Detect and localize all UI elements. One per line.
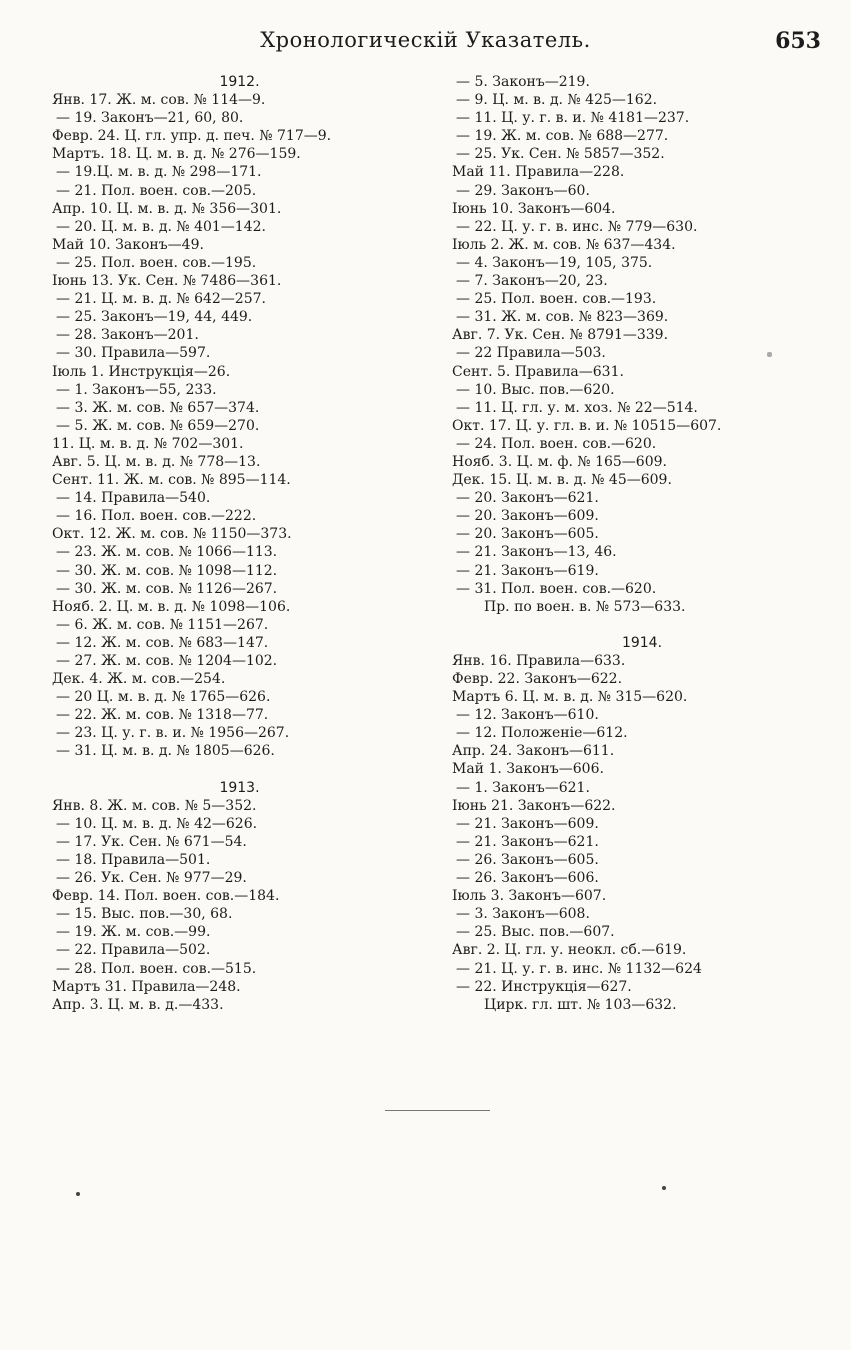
index-entry: Дек. 15. Ц. м. в. д. № 45—609. <box>452 472 672 489</box>
year-heading: 1914. <box>621 634 663 651</box>
index-entry: — 27. Ж. м. сов. № 1204—102. <box>56 653 278 669</box>
index-entry: — 7. Законъ—20, 23. <box>456 273 608 290</box>
index-entry: Іюнь 10. Законъ—604. <box>452 200 616 217</box>
index-entry: Іюль 1. Инструкція—26. <box>52 363 231 380</box>
index-entry: — 26. Ук. Сен. № 977—29. <box>56 870 247 887</box>
index-entry: — 29. Законъ—60. <box>456 182 590 199</box>
index-entry: — 28. Законъ—201. <box>56 327 199 344</box>
index-entry: Дек. 4. Ж. м. сов.—254. <box>52 671 226 688</box>
index-entry: Окт. 12. Ж. м. сов. № 1150—373. <box>52 526 292 543</box>
index-entry: — 12. Положеніе—612. <box>456 725 628 742</box>
end-rule <box>385 1110 490 1111</box>
ink-speck <box>76 1192 80 1196</box>
index-entry: — 12. Ж. м. сов. № 683—147. <box>56 634 269 651</box>
index-entry: — 9. Ц. м. в. д. № 425—162. <box>456 92 658 109</box>
index-entry: Цирк. гл. шт. № 103—632. <box>484 996 677 1013</box>
index-entry: — 23. Ц. у. г. в. и. № 1956—267. <box>56 725 290 742</box>
year-heading: 1913. <box>219 779 260 796</box>
index-entry: — 25. Выс. пов.—607. <box>456 924 615 941</box>
index-entry: — 25. Ук. Сен. № 5857—352. <box>456 146 665 163</box>
section-gap <box>52 761 447 779</box>
index-entry: — 1. Законъ—55, 233. <box>56 381 217 398</box>
index-entry: Янв. 8. Ж. м. сов. № 5—352. <box>52 797 257 814</box>
index-entry: Пр. по воен. в. № 573—633. <box>484 598 686 615</box>
index-entry: — 25. Пол. воен. сов.—195. <box>56 254 257 271</box>
section-gap <box>452 616 832 634</box>
index-entry: — 17. Ук. Сен. № 671—54. <box>56 833 247 850</box>
index-entry: — 20 Ц. м. в. д. № 1765—626. <box>56 689 271 706</box>
index-entry: Мартъ 6. Ц. м. в. д. № 315—620. <box>452 689 688 706</box>
index-entry: — 3. Ж. м. сов. № 657—374. <box>56 399 260 416</box>
index-entry: 11. Ц. м. в. д. № 702—301. <box>52 435 244 452</box>
index-entry: Апр. 3. Ц. м. в. д.—433. <box>52 996 224 1013</box>
index-entry: — 15. Выс. пов.—30, 68. <box>56 906 233 923</box>
left-column <box>52 73 447 1014</box>
index-entry: — 28. Пол. воен. сов.—515. <box>56 960 257 977</box>
index-entry: — 25. Законъ—19, 44, 449. <box>56 309 253 326</box>
index-entry: Май 1. Законъ—606. <box>452 761 604 778</box>
index-entry: — 21. Законъ—609. <box>456 815 599 832</box>
index-entry: — 22. Инструкція—627. <box>456 978 632 995</box>
index-entry: — 30. Правила—597. <box>56 345 211 362</box>
index-entry: — 31. Пол. воен. сов.—620. <box>456 580 657 597</box>
index-entry: Іюнь 21. Законъ—622. <box>452 797 616 814</box>
index-entry: — 4. Законъ—19, 105, 375. <box>456 254 653 271</box>
index-entry: Авг. 5. Ц. м. в. д. № 778—13. <box>52 453 261 470</box>
index-entry: — 16. Пол. воен. сов.—222. <box>56 508 257 525</box>
page-number: 653 <box>775 28 821 54</box>
index-entry: Февр. 24. Ц. гл. упр. д. печ. № 717—9. <box>52 128 332 145</box>
year-heading: 1912. <box>219 74 260 90</box>
running-title: Хронологическій Указатель. <box>260 28 591 52</box>
index-entry: — 10. Ц. м. в. д. № 42—626. <box>56 815 258 832</box>
index-entry: — 19. Ж. м. сов.—99. <box>56 924 211 941</box>
index-entry: — 23. Ж. м. сов. № 1066—113. <box>56 544 278 561</box>
index-entry: Апр. 10. Ц. м. в. д. № 356—301. <box>52 200 282 217</box>
index-entry: — 20. Законъ—621. <box>456 490 599 507</box>
index-entry: — 21. Законъ—621. <box>456 833 599 850</box>
index-entry: Авг. 7. Ук. Сен. № 8791—339. <box>452 327 669 344</box>
index-entry: — 3. Законъ—608. <box>456 906 590 923</box>
index-entry: Іюль 2. Ж. м. сов. № 637—434. <box>452 236 676 253</box>
index-entry: — 31. Ц. м. в. д. № 1805—626. <box>56 743 275 760</box>
index-entry: Янв. 16. Правила—633. <box>452 652 626 669</box>
index-entry: Мартъ 31. Правила—248. <box>52 978 241 995</box>
index-entry: — 1. Законъ—621. <box>456 779 590 796</box>
index-entry: — 18. Правила—501. <box>56 851 211 868</box>
index-entry: Нояб. 3. Ц. м. ф. № 165—609. <box>452 453 667 470</box>
page-header <box>0 28 851 58</box>
index-entry: — 5. Законъ—219. <box>456 74 590 90</box>
index-entry: Авг. 2. Ц. гл. у. неокл. сб.—619. <box>452 942 687 959</box>
index-entry: — 11. Ц. у. г. в. и. № 4181—237. <box>456 110 690 127</box>
index-entry: — 20. Законъ—609. <box>456 508 599 525</box>
index-entry: — 14. Правила—540. <box>56 490 211 507</box>
index-entry: Нояб. 2. Ц. м. в. д. № 1098—106. <box>52 598 291 615</box>
index-entry: Май 10. Законъ—49. <box>52 236 204 253</box>
index-entry: — 24. Пол. воен. сов.—620. <box>456 435 657 452</box>
index-entry: — 31. Ж. м. сов. № 823—369. <box>456 309 669 326</box>
index-entry: — 25. Пол. воен. сов.—193. <box>456 291 657 308</box>
ink-speck <box>767 352 772 357</box>
index-entry: — 19.Ц. м. в. д. № 298—171. <box>56 164 262 181</box>
index-entry: — 26. Законъ—606. <box>456 870 599 887</box>
index-entry: Іюнь 13. Ук. Сен. № 7486—361. <box>52 273 282 290</box>
index-entry: Сент. 11. Ж. м. сов. № 895—114. <box>52 472 291 489</box>
index-entry: Іюль 3. Законъ—607. <box>452 888 607 905</box>
index-entry: — 20. Законъ—605. <box>456 526 599 543</box>
index-entry: Янв. 17. Ж. м. сов. № 114—9. <box>52 92 266 109</box>
ink-speck <box>662 1186 666 1190</box>
index-entry: — 21. Пол. воен. сов.—205. <box>56 182 257 199</box>
index-entry: Апр. 24. Законъ—611. <box>452 743 615 760</box>
index-entry: Февр. 14. Пол. воен. сов.—184. <box>52 888 280 905</box>
index-entry: — 22 Правила—503. <box>456 345 606 362</box>
index-entry: — 22. Ц. у. г. в. инс. № 779—630. <box>456 218 698 235</box>
index-entry: — 5. Ж. м. сов. № 659—270. <box>56 417 260 434</box>
index-entry: — 20. Ц. м. в. д. № 401—142. <box>56 218 266 235</box>
index-entry: — 12. Законъ—610. <box>456 707 599 724</box>
index-entry: — 26. Законъ—605. <box>456 851 599 868</box>
index-entry: — 21. Ц. м. в. д. № 642—257. <box>56 291 266 308</box>
index-entry: — 30. Ж. м. сов. № 1126—267. <box>56 580 278 597</box>
index-entry: — 30. Ж. м. сов. № 1098—112. <box>56 562 278 579</box>
index-entry: Окт. 17. Ц. у. гл. в. и. № 10515—607. <box>452 417 722 434</box>
index-entry: — 21. Законъ—619. <box>456 562 599 579</box>
index-entry: — 22. Ж. м. сов. № 1318—77. <box>56 707 269 724</box>
index-entry: Сент. 5. Правила—631. <box>452 363 624 380</box>
index-entry: — 10. Выс. пов.—620. <box>456 381 615 398</box>
index-entry: Мартъ. 18. Ц. м. в. д. № 276—159. <box>52 146 301 163</box>
index-entry: Май 11. Правила—228. <box>452 164 625 181</box>
right-column <box>452 73 832 1014</box>
index-entry: — 19. Ж. м. сов. № 688—277. <box>456 128 669 145</box>
index-entry: — 6. Ж. м. сов. № 1151—267. <box>56 616 269 633</box>
index-entry: Февр. 22. Законъ—622. <box>452 671 623 687</box>
index-entry: — 19. Законъ—21, 60, 80. <box>56 110 244 127</box>
index-entry: — 11. Ц. гл. у. м. хоз. № 22—514. <box>456 399 698 416</box>
index-entry: — 22. Правила—502. <box>56 942 211 959</box>
index-entry: — 21. Ц. у. г. в. инс. № 1132—624 <box>456 960 702 977</box>
index-entry: — 21. Законъ—13, 46. <box>456 544 617 561</box>
